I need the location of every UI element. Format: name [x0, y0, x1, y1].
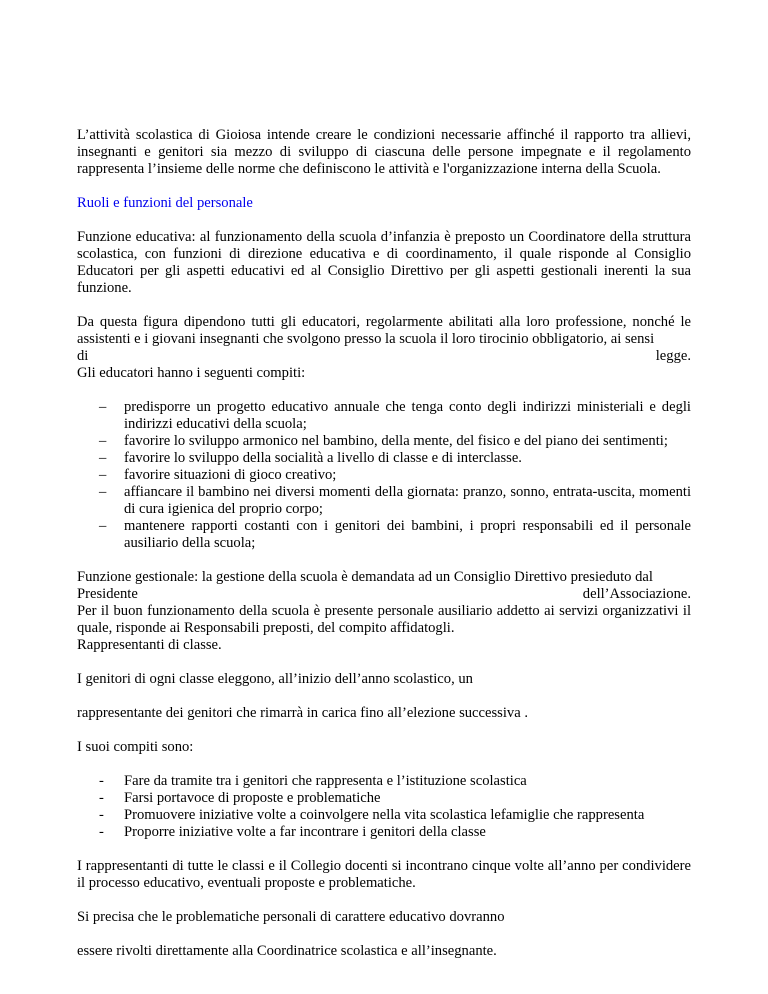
dash-marker: –	[99, 467, 107, 483]
list-item: - Farsi portavoce di proposte e problematiche	[99, 790, 381, 806]
intro-paragraph: L’attività scolastica di Gioiosa intende creare le condizioni necessarie affinché il rapporto tra allievi, insegnanti e genitori sia mezzo di sviluppo di ciascuna delle persone impegnate e il regolamento rappresenta l’insieme delle norme che definiscono le attività e l'organizzazione interna della Scuola.	[77, 127, 691, 177]
gestionale-line3: Per il buon funzionamento della scuola è presente personale ausiliario addetto ai servizi organizzativi il quale, risponde ai Responsabili preposti, del compito affidatogli.	[77, 603, 691, 636]
dash-marker: –	[99, 484, 107, 500]
list-item: - Fare da tramite tra i genitori che rappresenta e l’istituzione scolastica	[99, 773, 527, 789]
dash-marker: –	[99, 433, 107, 449]
dash-marker: –	[99, 518, 107, 534]
precisazione-line1: Si precisa che le problematiche personali di carattere educativo dovranno	[77, 909, 505, 925]
compiti-rappresentante-list	[77, 773, 691, 841]
list-item: – mantenere rapporti costanti con i genitori dei bambini, i propri responsabili ed il personale ausiliario della scuola;	[99, 518, 691, 551]
gestionale-paragraph	[77, 569, 691, 654]
rappresentanti-line2: rappresentante dei genitori che rimarrà in carica fino all’elezione successiva .	[77, 705, 528, 721]
list-item: - Promuovere iniziative volte a coinvolgere nella vita scolastica lefamiglie che rappresenta	[99, 807, 645, 823]
list-item: - Proporre iniziative volte a far incontrare i genitori della classe	[99, 824, 486, 840]
rappresentanti-line1: I genitori di ogni classe eleggono, all’inizio dell’anno scolastico, un	[77, 671, 473, 687]
dipendenza-split-left: di	[77, 348, 89, 364]
document-page	[77, 127, 691, 960]
list-item: – favorire lo sviluppo armonico nel bambino, della mente, del fisico e del piano dei sentimenti;	[99, 433, 668, 449]
dash-marker: –	[99, 450, 107, 466]
list-item: – favorire situazioni di gioco creativo;	[99, 467, 337, 483]
gestionale-split-line	[77, 586, 691, 603]
gestionale-split-right: dell’Associazione.	[582, 586, 691, 602]
gestionale-line4: Rappresentanti di classe.	[77, 637, 222, 653]
list-item: – predisporre un progetto educativo annuale che tenga conto degli indirizzi ministeriali e degli indirizzi educativi della scuola;	[99, 399, 691, 432]
hyphen-marker: -	[99, 824, 104, 840]
list-item: – affiancare il bambino nei diversi momenti della giornata: pranzo, sonno, entrata-uscita, momenti di cura igienica del proprio corpo;	[99, 484, 691, 517]
hyphen-marker: -	[99, 790, 104, 806]
dipendenza-paragraph	[77, 314, 691, 382]
incontri-paragraph: I rappresentanti di tutte le classi e il Collegio docenti si incontrano cinque volte all’anno per condividere il processo educativo, eventuali proposte e problematiche.	[77, 858, 691, 891]
list-item: – favorire lo sviluppo della socialità a livello di classe e di interclasse.	[99, 450, 522, 466]
dash-marker: –	[99, 399, 107, 415]
compiti-intro: Gli educatori hanno i seguenti compiti:	[77, 365, 306, 381]
dipendenza-split-right: legge.	[655, 348, 691, 364]
hyphen-marker: -	[99, 773, 104, 789]
compiti-rappresentante-intro: I suoi compiti sono:	[77, 739, 194, 755]
hyphen-marker: -	[99, 807, 104, 823]
compiti-list	[77, 399, 691, 552]
gestionale-line1: Funzione gestionale: la gestione della scuola è demandata ad un Consiglio Direttivo presieduto dal	[77, 569, 653, 585]
gestionale-split-left: Presidente	[77, 586, 138, 602]
funzione-educativa-paragraph: Funzione educativa: al funzionamento della scuola d’infanzia è preposto un Coordinatore della struttura scolastica, con funzioni di direzione educativa e di coordinamento, il quale risponde al Consiglio Educatori per gli aspetti educativi ed al Consiglio Direttivo per gli aspetti gestionali inerenti la sua funzione.	[77, 229, 691, 296]
precisazione-line2: essere rivolti direttamente alla Coordinatrice scolastica e all’insegnante.	[77, 943, 497, 959]
dipendenza-text: Da questa figura dipendono tutti gli educatori, regolarmente abilitati alla loro professione, nonché le assistenti e i giovani insegnanti che svolgono presso la scuola il loro tirocinio obbligatorio, ai sensi	[77, 314, 691, 347]
section-heading: Ruoli e funzioni del personale	[77, 195, 253, 211]
dipendenza-split-line	[77, 348, 691, 365]
